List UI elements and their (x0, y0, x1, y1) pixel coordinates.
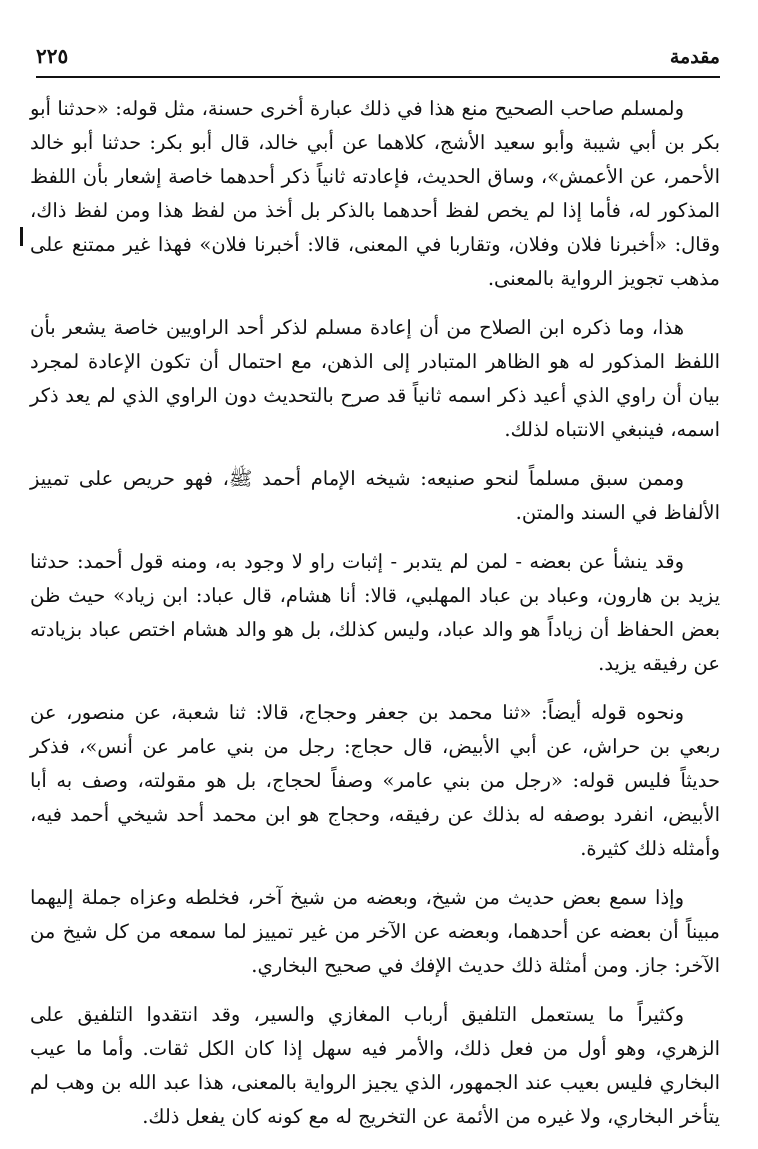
paragraph: ونحوه قوله أيضاً: «ثنا محمد بن جعفر وحجاج، قالا: ثنا شعبة، عن منصور، عن ربعي بن حراش، عن أبي الأبيض، قال حجاج: رجل من بني عامر عن أنس»، فذكر حديثاً فليس قوله: «رجل من بني عامر» وصفاً لحجاج، بل هو مقولته، وصف به أبا الأبيض، انفرد بوصفه له بذلك عن رفيقه، وحجاج هو ابن محمد أحد شيخي أحمد فيه، وأمثله ذلك كثيرة. (30, 701, 720, 860)
paragraph: ولمسلم صاحب الصحيح منع هذا في ذلك عبارة أخرى حسنة، مثل قوله: «حدثنا أبو بكر بن أبي شيبة وأبو سعيد الأشج، كلاهما عن أبي خالد، قال أبو بكر: حدثنا أبو خالد الأحمر، عن الأعمش»، وساق الحديث، فإعادته ثانياً ذكر أحدهما خاصة إشعار بأن اللفظ المذكور له، فأما إذا لم يخص لفظ أحدهما بالذكر بل أخذ من لفظ هذا ومن لفظ ذاك، وقال: «أخبرنا فلان وفلان، وتقاربا في المعنى، قالا: أخبرنا فلان» فهذا غير ممتنع على مذهب تجويز الرواية بالمعنى. (30, 97, 720, 290)
page-number: ٢٢٥ (36, 44, 69, 68)
paragraph: وممن سبق مسلماً لنحو صنيعه: شيخه الإمام أحمد ﷺ، فهو حريص على تمييز الألفاظ في السند والمتن. (30, 467, 720, 524)
body-text (30, 92, 720, 1149)
section-title: مقدمة (669, 46, 720, 68)
margin-mark (20, 227, 23, 246)
paragraph: وقد ينشأ عن بعضه - لمن لم يتدبر - إثبات راو لا وجود به، ومنه قول أحمد: حدثنا يزيد بن هارون، وعباد بن عباد المهلبي، قالا: أنا هشام، قال عباد: ابن زياد» حيث ظن بعض الحفاظ أن زياداً هو والد عباد، وليس كذلك، بل هو والد هشام اختص عباد بزيادته عن رفيقه يزيد. (30, 550, 720, 675)
paragraph: هذا، وما ذكره ابن الصلاح من أن إعادة مسلم لذكر أحد الراويين خاصة يشعر بأن اللفظ المذكور له هو الظاهر المتبادر إلى الذهن، مع احتمال أن تكون الإعادة لمجرد بيان أن راوي الذي أعيد ذكر اسمه ثانياً قد صرح بالتحديث دون الراوي الذي لم يعد ذكر اسمه، فينبغي الانتباه لذلك. (30, 316, 720, 441)
page-header (36, 42, 720, 78)
paragraph: وإذا سمع بعض حديث من شيخ، وبعضه من شيخ آخر، فخلطه وعزاه جملة إليهما مبيناً أن بعضه عن أحدهما، وبعضه عن الآخر من غير تمييز لما سمعه من كل شيخ من الآخر: جاز. ومن أمثلة ذلك حديث الإفك في صحيح البخاري. (30, 886, 720, 977)
paragraph: وكثيراً ما يستعمل التلفيق أرباب المغازي والسير، وقد انتقدوا التلفيق على الزهري، وهو أول من فعل ذلك، والأمر فيه سهل إذا كان الكل ثقات. وأما ما عيب البخاري فليس بعيب عند الجمهور، الذي يجيز الرواية بالمعنى، هذا عبد الله بن وهب لم يتأخر البخاري، ولا غيره من الأئمة عن التخريج له مع كونه كان يفعل ذلك. (30, 1003, 720, 1128)
